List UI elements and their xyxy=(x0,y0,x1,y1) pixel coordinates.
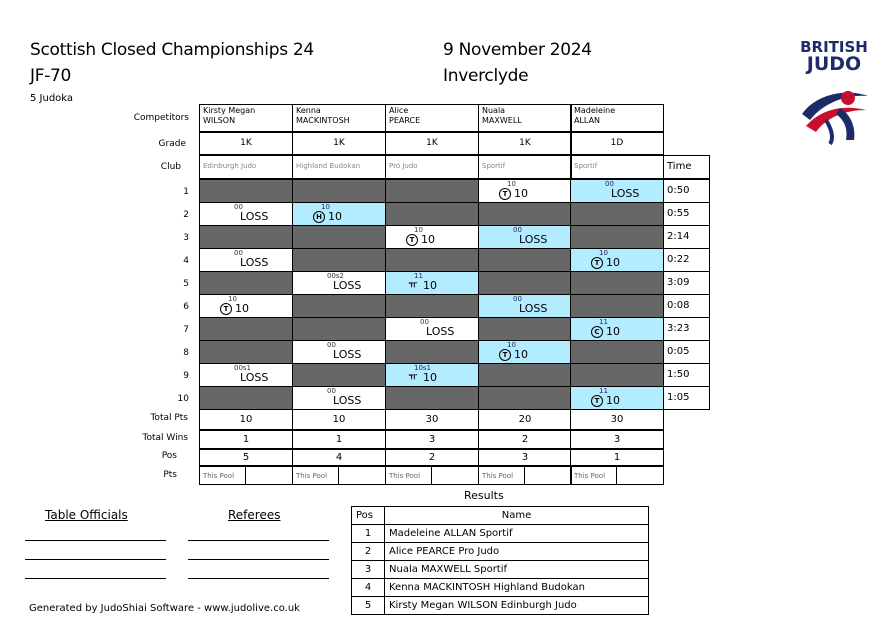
match-cell xyxy=(478,363,572,387)
score-type-icon: H xyxy=(313,211,325,223)
match-score: 10 xyxy=(507,341,516,349)
competitor-grade: 1K xyxy=(385,132,479,155)
match-cell xyxy=(478,248,572,272)
match-number: 5 xyxy=(183,279,189,289)
match-score: 00 xyxy=(234,249,243,257)
match-score: 00s2 xyxy=(327,272,345,280)
match-result xyxy=(313,210,342,223)
pts-entry-box xyxy=(616,466,663,484)
label-pts: Pts xyxy=(163,470,177,480)
match-cell xyxy=(570,225,664,249)
footer-text: Generated by JudoShiai Software - www.judolive.co.uk xyxy=(29,603,300,614)
pool-pts-cell xyxy=(478,466,572,485)
match-cell xyxy=(570,179,664,203)
match-number: 6 xyxy=(183,302,189,312)
match-score: 10s1 xyxy=(414,364,432,372)
match-time: 0:05 xyxy=(663,340,710,364)
match-cell xyxy=(478,179,572,203)
match-cell xyxy=(385,386,479,410)
match-result xyxy=(519,302,547,315)
total-wins-cell: 2 xyxy=(478,430,572,449)
match-score: 00 xyxy=(327,341,336,349)
results-name: Kenna MACKINTOSH Highland Budokan xyxy=(385,579,649,597)
match-result xyxy=(611,187,639,200)
match-cell xyxy=(199,386,293,410)
results-name-header: Name xyxy=(385,507,649,525)
competitor-first-name: Kirsty Megan xyxy=(203,106,256,115)
competitor-club: Highland Budokan xyxy=(292,155,386,179)
match-score: 11 xyxy=(599,318,608,326)
match-cell xyxy=(570,386,664,410)
match-result xyxy=(591,256,620,269)
time-header: Time xyxy=(663,155,710,179)
match-result xyxy=(240,256,268,269)
competitor-last-name: ALLAN xyxy=(574,116,601,125)
competitor-grade: 1K xyxy=(478,132,572,155)
match-result xyxy=(406,233,435,246)
match-time: 1:50 xyxy=(663,363,710,387)
pts-entry-box xyxy=(431,466,478,484)
referee-signature-line xyxy=(188,540,329,541)
match-cell xyxy=(292,363,386,387)
match-cell xyxy=(570,294,664,318)
results-name: Nuala MAXWELL Sportif xyxy=(385,561,649,579)
british-judo-logo xyxy=(796,40,876,150)
competitor-name-cell xyxy=(385,104,479,132)
judoka-count: 5 Judoka xyxy=(30,93,74,104)
match-cell xyxy=(385,225,479,249)
match-score: 10 xyxy=(228,295,237,303)
label-pos: Pos xyxy=(161,451,177,461)
match-cell xyxy=(478,202,572,226)
judoka-emblem-icon xyxy=(796,74,876,146)
match-number: 1 xyxy=(183,187,189,197)
pool-pts-cell xyxy=(570,466,664,485)
match-number: 10 xyxy=(177,394,189,404)
competitor-first-name: Kenna xyxy=(296,106,321,115)
match-number: 4 xyxy=(183,256,189,266)
pool-pts-cell xyxy=(292,466,386,485)
competitor-first-name: Alice xyxy=(389,106,409,115)
match-result xyxy=(406,279,437,292)
result-text: 10 xyxy=(606,394,620,407)
pool-pts-cell xyxy=(199,466,293,485)
competitor-name-cell xyxy=(478,104,572,132)
match-number: 8 xyxy=(183,348,189,358)
results-name: Madeleine ALLAN Sportif xyxy=(385,525,649,543)
match-cell xyxy=(478,271,572,295)
match-time: 1:05 xyxy=(663,386,710,410)
match-score: 00s1 xyxy=(234,364,252,372)
match-cell xyxy=(292,179,386,203)
match-score: 10 xyxy=(599,249,608,257)
pos-cell: 1 xyxy=(570,449,664,466)
match-cell xyxy=(385,248,479,272)
competitor-club: Pro Judo xyxy=(385,155,479,179)
this-pool-label: This Pool xyxy=(574,472,606,480)
results-row xyxy=(352,525,649,543)
result-text: LOSS xyxy=(333,348,362,361)
label-total-pts: Total Pts xyxy=(150,413,188,423)
match-cell xyxy=(199,317,293,341)
pos-cell: 3 xyxy=(478,449,572,466)
result-text: 10 xyxy=(606,256,620,269)
official-signature-line xyxy=(25,578,166,579)
competitor-grade: 1K xyxy=(199,132,293,155)
match-cell xyxy=(199,202,293,226)
label-total-wins: Total Wins xyxy=(142,433,188,443)
result-text: 10 xyxy=(514,187,528,200)
match-number: 3 xyxy=(183,233,189,243)
results-row xyxy=(352,561,649,579)
match-score: 00 xyxy=(420,318,429,326)
match-cell xyxy=(385,294,479,318)
result-text: LOSS xyxy=(240,256,269,269)
logo-line1: BRITISH xyxy=(800,38,868,56)
label-competitors: Competitors xyxy=(133,113,189,123)
match-cell xyxy=(292,317,386,341)
match-score: 11 xyxy=(414,272,423,280)
match-cell xyxy=(478,225,572,249)
score-type-icon: ㅠ xyxy=(408,281,418,291)
competitor-first-name: Madeleine xyxy=(574,106,616,115)
result-text: LOSS xyxy=(519,233,548,246)
competitor-name-cell xyxy=(570,104,664,132)
competitor-last-name: MACKINTOSH xyxy=(296,116,350,125)
competitor-last-name: MAXWELL xyxy=(482,116,522,125)
match-cell xyxy=(292,225,386,249)
match-cell xyxy=(292,271,386,295)
competitor-club: Edinburgh Judo xyxy=(199,155,293,179)
result-text: 10 xyxy=(421,233,435,246)
match-cell xyxy=(385,340,479,364)
match-cell xyxy=(199,363,293,387)
result-text: 10 xyxy=(514,348,528,361)
this-pool-label: This Pool xyxy=(482,472,514,480)
match-number: 9 xyxy=(183,371,189,381)
result-text: 10 xyxy=(606,325,620,338)
result-text: LOSS xyxy=(333,279,362,292)
competitor-club: Sportif xyxy=(478,155,572,179)
this-pool-label: This Pool xyxy=(389,472,421,480)
logo-line2: JUDO xyxy=(806,53,862,75)
match-score: 11 xyxy=(599,387,608,395)
this-pool-label: This Pool xyxy=(296,472,328,480)
competitor-last-name: WILSON xyxy=(203,116,236,125)
match-result xyxy=(333,348,361,361)
score-type-icon: T xyxy=(499,188,511,200)
match-score: 00 xyxy=(513,226,522,234)
match-score: 00 xyxy=(234,203,243,211)
result-text: LOSS xyxy=(240,210,269,223)
match-time: 2:14 xyxy=(663,225,710,249)
match-cell xyxy=(570,340,664,364)
score-type-icon: T xyxy=(406,234,418,246)
match-result xyxy=(406,371,437,384)
match-score: 00 xyxy=(327,387,336,395)
results-pos: 2 xyxy=(352,543,385,561)
match-cell xyxy=(292,386,386,410)
competitor-grade: 1D xyxy=(570,132,664,155)
match-result xyxy=(426,325,454,338)
match-cell xyxy=(292,202,386,226)
score-type-icon: T xyxy=(591,395,603,407)
match-time: 3:09 xyxy=(663,271,710,295)
match-time: 0:55 xyxy=(663,202,710,226)
match-result xyxy=(499,187,528,200)
pool-pts-cell xyxy=(385,466,479,485)
match-cell xyxy=(385,202,479,226)
total-pts-cell: 30 xyxy=(570,409,664,430)
pos-cell: 2 xyxy=(385,449,479,466)
total-pts-cell: 20 xyxy=(478,409,572,430)
pts-entry-box xyxy=(338,466,385,484)
results-pos-header: Pos xyxy=(352,507,385,525)
match-score: 10 xyxy=(507,180,516,188)
match-cell xyxy=(570,202,664,226)
match-result xyxy=(499,348,528,361)
match-result xyxy=(333,279,361,292)
results-name: Kirsty Megan WILSON Edinburgh Judo xyxy=(385,597,649,615)
referees-label: Referees xyxy=(228,508,281,522)
match-score: 00 xyxy=(605,180,614,188)
results-row xyxy=(352,597,649,615)
event-venue: Inverclyde xyxy=(443,66,529,86)
match-cell xyxy=(199,225,293,249)
match-cell xyxy=(292,248,386,272)
match-cell xyxy=(478,386,572,410)
match-time: 0:50 xyxy=(663,179,710,203)
match-cell xyxy=(199,179,293,203)
pos-cell: 4 xyxy=(292,449,386,466)
match-cell xyxy=(385,271,479,295)
this-pool-label: This Pool xyxy=(203,472,235,480)
result-text: 10 xyxy=(235,302,249,315)
referee-signature-line xyxy=(188,578,329,579)
match-cell xyxy=(292,340,386,364)
results-pos: 5 xyxy=(352,597,385,615)
match-score: 00 xyxy=(513,295,522,303)
competitor-grade: 1K xyxy=(292,132,386,155)
competitor-name-cell xyxy=(199,104,293,132)
match-cell xyxy=(292,294,386,318)
label-club: Club xyxy=(160,162,181,172)
match-cell xyxy=(385,179,479,203)
results-row xyxy=(352,579,649,597)
results-name: Alice PEARCE Pro Judo xyxy=(385,543,649,561)
match-cell xyxy=(385,317,479,341)
result-text: LOSS xyxy=(611,187,640,200)
official-signature-line xyxy=(25,540,166,541)
match-score: 10 xyxy=(414,226,423,234)
match-cell xyxy=(478,317,572,341)
total-pts-cell: 10 xyxy=(199,409,293,430)
match-cell xyxy=(385,363,479,387)
pts-entry-box xyxy=(245,466,292,484)
official-signature-line xyxy=(25,559,166,560)
table-officials-label: Table Officials xyxy=(45,508,128,522)
pts-entry-box xyxy=(524,466,571,484)
competitor-club: Sportif xyxy=(570,155,664,179)
result-text: 10 xyxy=(328,210,342,223)
match-time: 0:08 xyxy=(663,294,710,318)
score-type-icon: T xyxy=(591,257,603,269)
match-cell xyxy=(199,340,293,364)
result-text: LOSS xyxy=(240,371,269,384)
match-time: 0:22 xyxy=(663,248,710,272)
result-text: LOSS xyxy=(426,325,455,338)
match-cell xyxy=(478,294,572,318)
results-pos: 3 xyxy=(352,561,385,579)
results-header-row xyxy=(352,507,649,525)
results-pos: 1 xyxy=(352,525,385,543)
match-time: 3:23 xyxy=(663,317,710,341)
match-result xyxy=(220,302,249,315)
score-type-icon: ㅠ xyxy=(408,373,418,383)
match-cell xyxy=(199,294,293,318)
result-text: 10 xyxy=(423,279,437,292)
referee-signature-line xyxy=(188,559,329,560)
category-label: JF-70 xyxy=(30,66,72,86)
event-date: 9 November 2024 xyxy=(443,40,592,60)
match-cell xyxy=(570,248,664,272)
result-text: 10 xyxy=(423,371,437,384)
match-result xyxy=(591,394,620,407)
match-result xyxy=(240,371,268,384)
match-cell xyxy=(199,271,293,295)
result-text: LOSS xyxy=(333,394,362,407)
match-number: 7 xyxy=(183,325,189,335)
label-grade: Grade xyxy=(158,139,186,149)
match-number: 2 xyxy=(183,210,189,220)
match-cell xyxy=(199,248,293,272)
total-wins-cell: 1 xyxy=(199,430,293,449)
event-title: Scottish Closed Championships 24 xyxy=(30,40,314,60)
pos-cell: 5 xyxy=(199,449,293,466)
competitor-last-name: PEARCE xyxy=(389,116,421,125)
score-type-icon: T xyxy=(220,303,232,315)
result-text: LOSS xyxy=(519,302,548,315)
match-cell xyxy=(570,271,664,295)
total-pts-cell: 10 xyxy=(292,409,386,430)
total-pts-cell: 30 xyxy=(385,409,479,430)
competitor-name-cell xyxy=(292,104,386,132)
total-wins-cell: 3 xyxy=(570,430,664,449)
match-cell xyxy=(570,363,664,387)
match-cell xyxy=(570,317,664,341)
total-wins-cell: 1 xyxy=(292,430,386,449)
match-result xyxy=(519,233,547,246)
total-wins-cell: 3 xyxy=(385,430,479,449)
results-table xyxy=(351,506,649,615)
match-result xyxy=(240,210,268,223)
results-row xyxy=(352,543,649,561)
match-score: 10 xyxy=(321,203,330,211)
results-title: Results xyxy=(464,489,504,502)
match-result xyxy=(333,394,361,407)
score-type-icon: C xyxy=(591,326,603,338)
score-type-icon: T xyxy=(499,349,511,361)
match-cell xyxy=(478,340,572,364)
competitor-first-name: Nuala xyxy=(482,106,506,115)
match-result xyxy=(591,325,620,338)
results-pos: 4 xyxy=(352,579,385,597)
